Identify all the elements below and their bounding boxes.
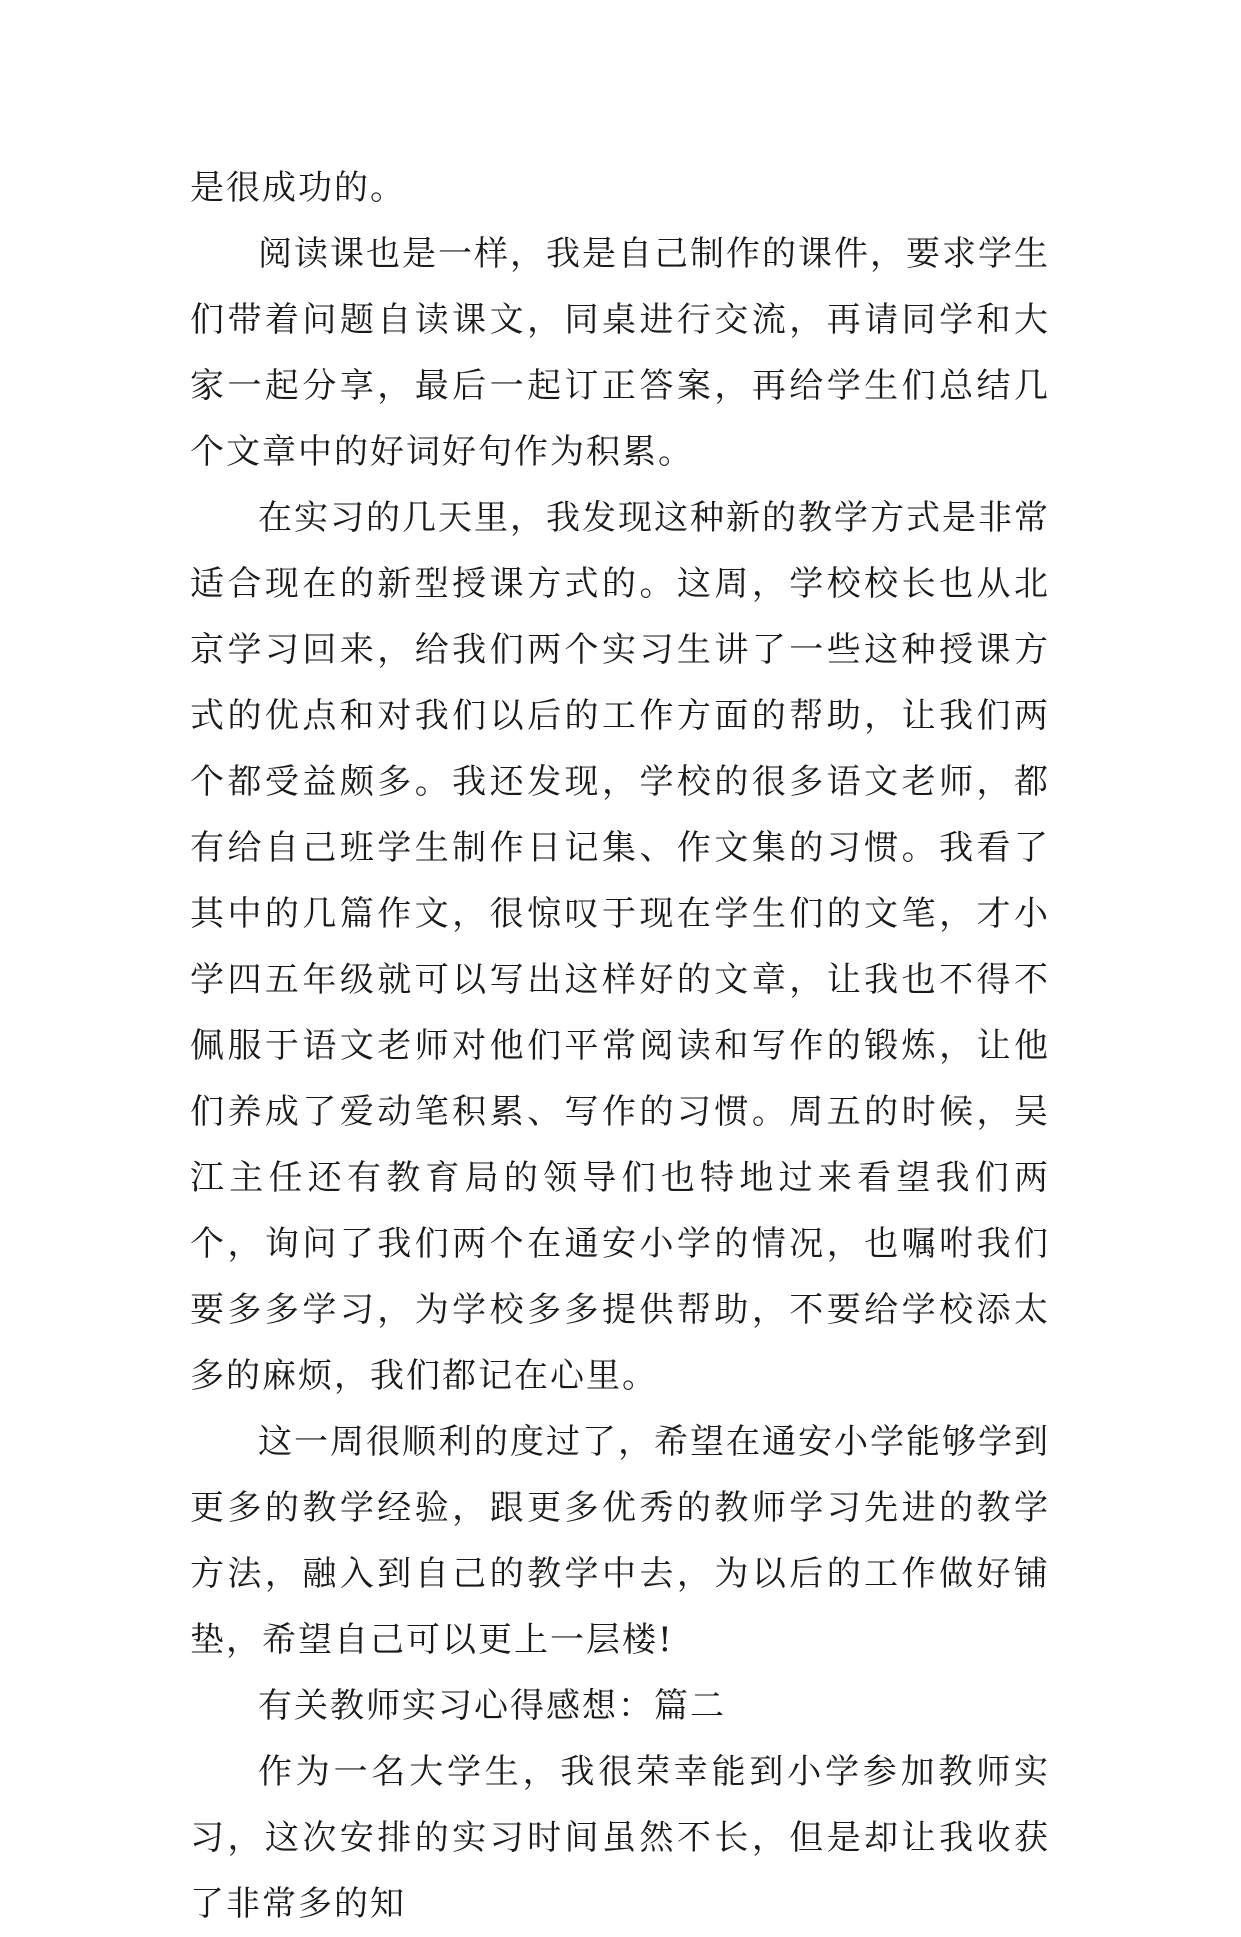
paragraph-reading-class: 阅读课也是一样，我是自己制作的课件，要求学生们带着问题自读课文，同桌进行交流，再请同学和大家一起分享，最后一起订正答案，再给学生们总结几个文章中的好词好句作为积累。 xyxy=(190,234,1050,472)
paragraph-continuation: 是很成功的。 xyxy=(190,168,406,208)
document-body xyxy=(190,155,1050,1937)
paragraph-part-two-intro: 作为一名大学生，我很荣幸能到小学参加教师实习，这次安排的实习时间虽然不长，但是却让我收获了非常多的知 xyxy=(190,1752,1050,1924)
paragraph-internship-days: 在实习的几天里，我发现这种新的教学方式是非常适合现在的新型授课方式的。这周，学校校长也从北京学习回来，给我们两个实习生讲了一些这种授课方式的优点和对我们以后的工作方面的帮助，让我们两个都受益颇多。我还发现，学校的很多语文老师，都有给自己班学生制作日记集、作文集的习惯。我看了其中的几篇作文，很惊叹于现在学生们的文笔，才小学四五年级就可以写出这样好的文章，让我也不得不佩服于语文老师对他们平常阅读和写作的锻炼，让他们养成了爱动笔积累、写作的习惯。周五的时候，吴江主任还有教育局的领导们也特地过来看望我们两个，询问了我们两个在通安小学的情况，也嘱咐我们要多多学习，为学校多多提供帮助，不要给学校添太多的麻烦，我们都记在心里。 xyxy=(190,498,1050,1396)
section-heading: 有关教师实习心得感想：篇二 xyxy=(258,1686,726,1726)
paragraph-week-summary: 这一周很顺利的度过了，希望在通安小学能够学到更多的教学经验，跟更多优秀的教师学习先进的教学方法，融入到自己的教学中去，为以后的工作做好铺垫，希望自己可以更上一层楼! xyxy=(190,1422,1050,1660)
